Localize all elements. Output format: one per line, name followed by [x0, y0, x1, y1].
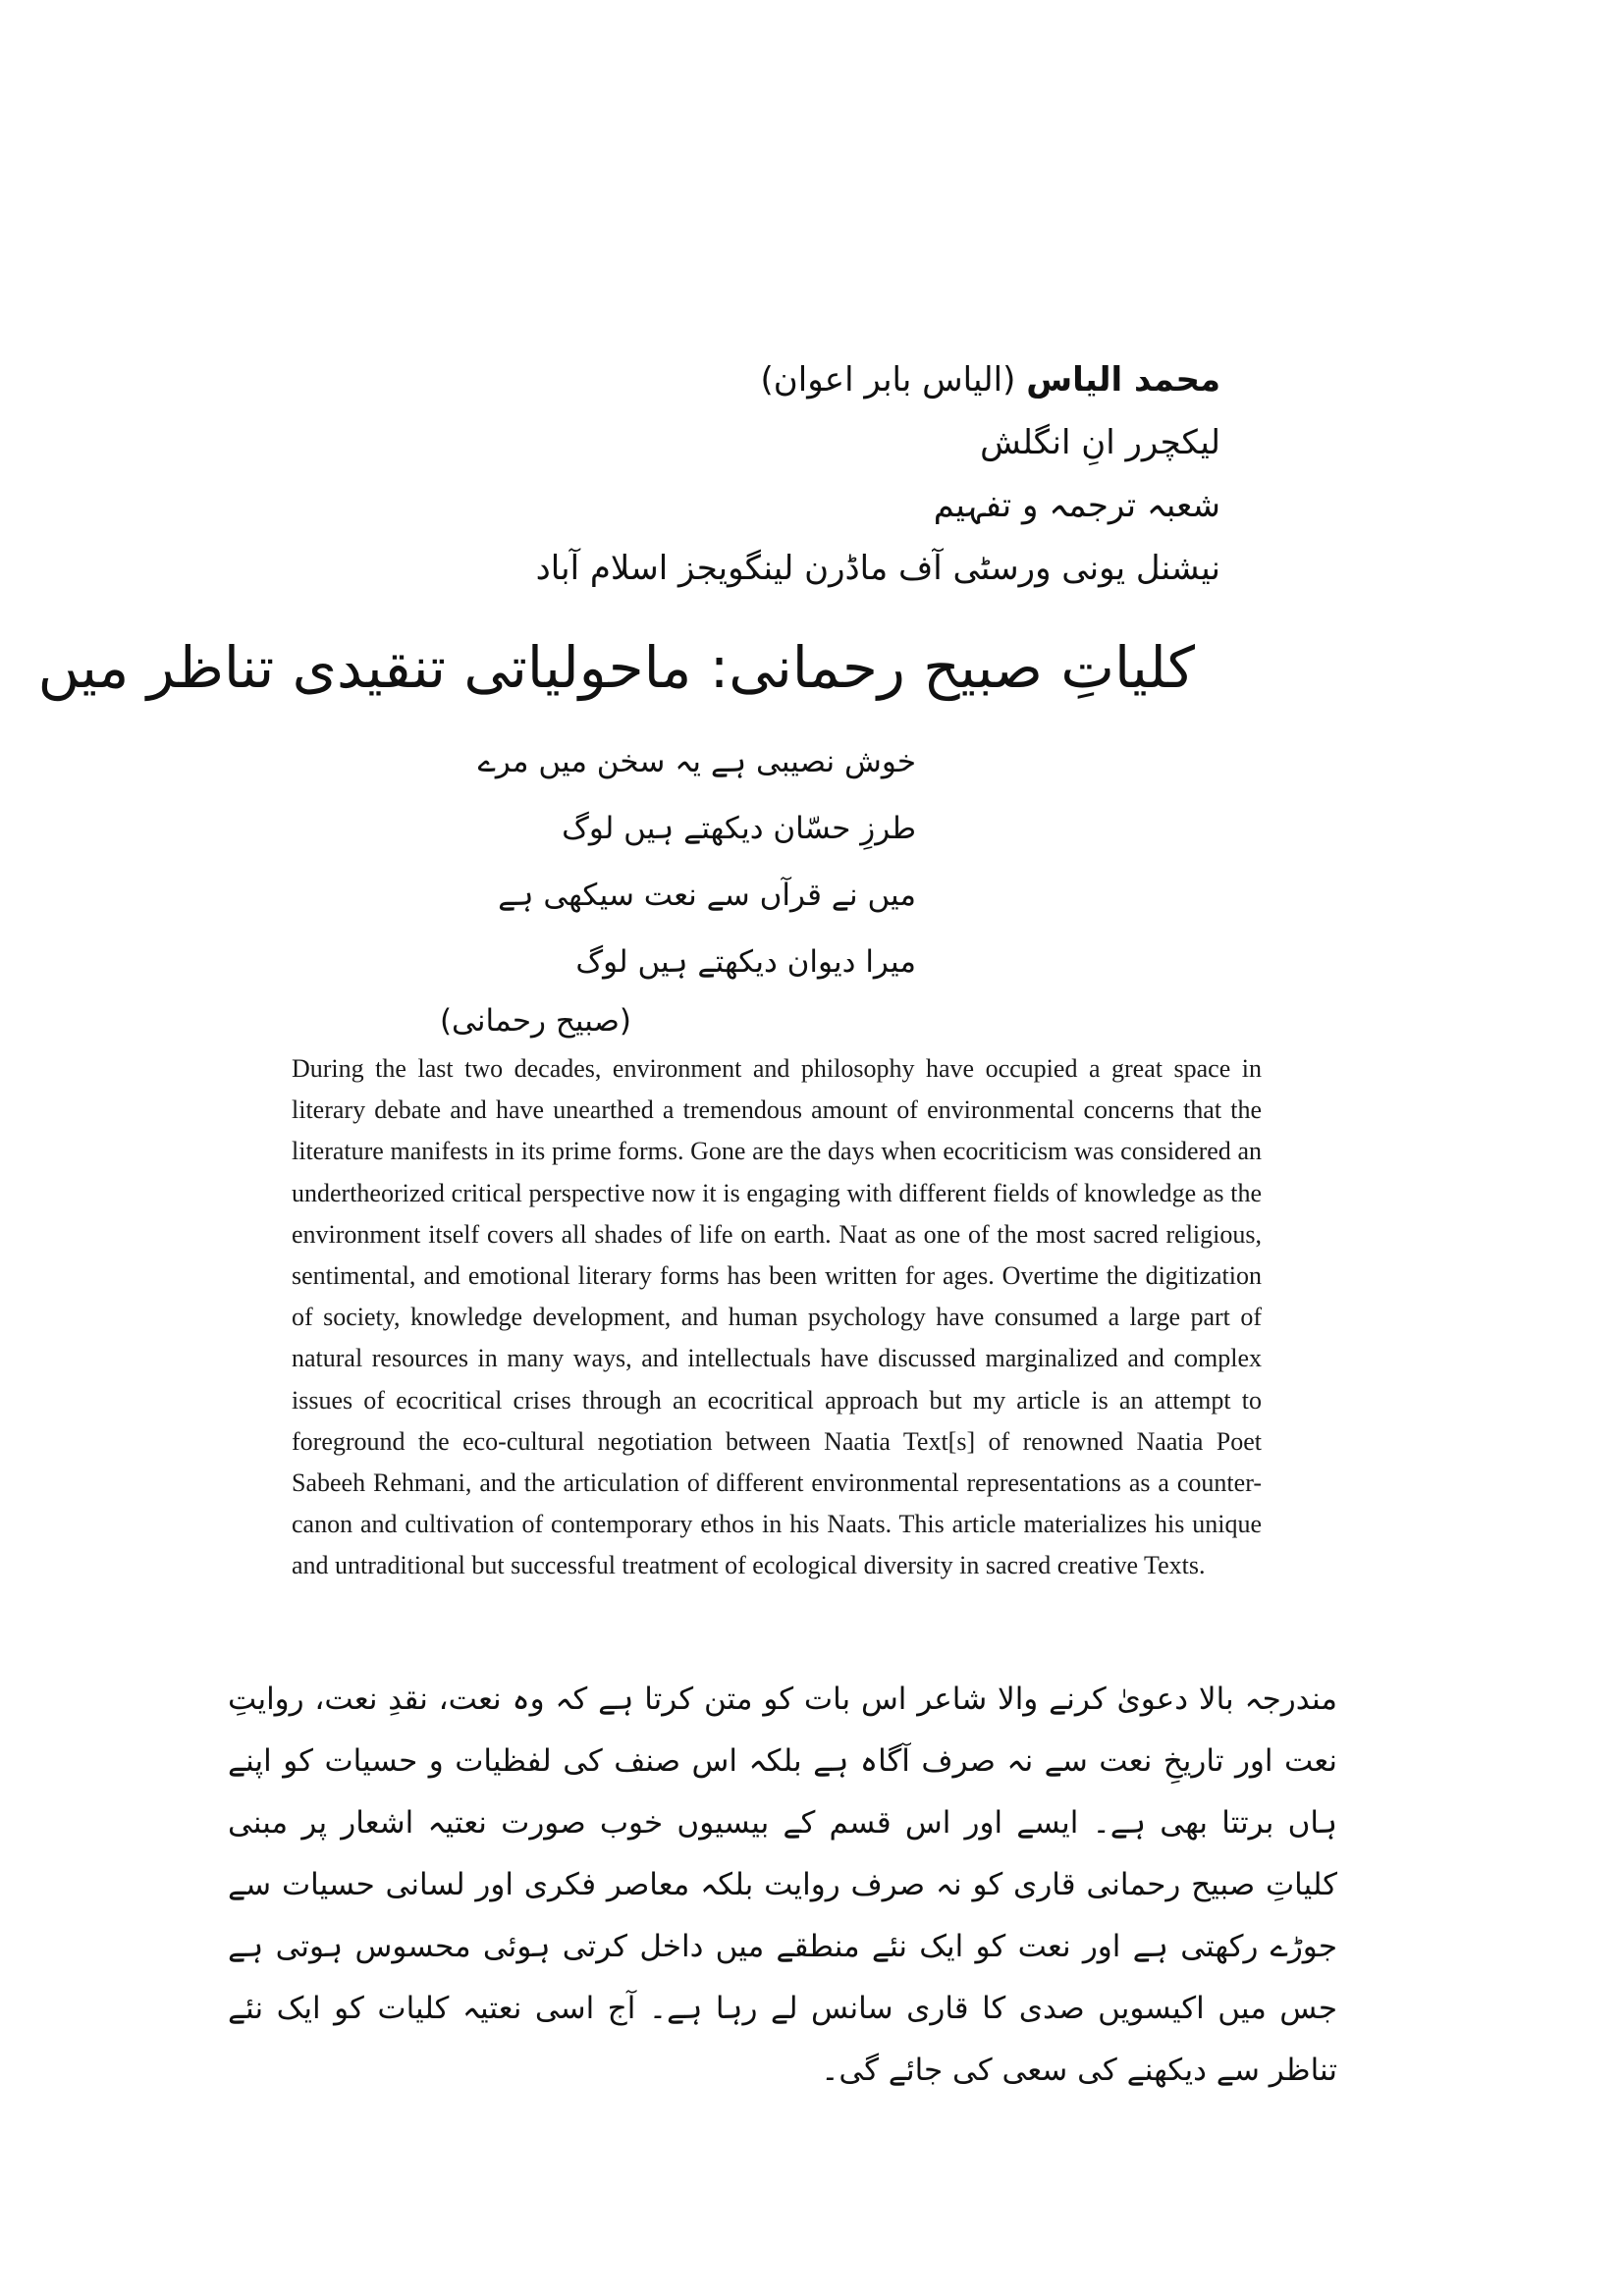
abstract-paragraph: During the last two decades, environment and philosophy have occupied a great space in literary debate and have unearthed a tremendous amount of environmental concerns that the literature manifests in its prime forms. Gone are the days when ecocriticism was considered an undertheorized critical perspective now it is engaging with different fields of knowledge as the environment itself covers all shades of life on earth. Naat as one of the most sacred religious, sentimental, and emotional literary forms has been written for ages. Overtime the digitization of society, knowledge development, and human psychology have consumed a large part of natural resources in many ways, and intellectuals have discussed marginalized and complex issues of ecocritical crises through an ecocritical approach but my article is an attempt to foreground the eco-cultural negotiation between Naatia Text[s] of renowned Naatia Poet Sabeeh Rehmani, and the articulation of different environmental representations as a counter-canon and cultivation of contemporary ethos in his Naats. This article materializes his unique and untraditional but successful treatment of ecological diversity in sacred creative Texts.	[292, 1054, 1262, 1580]
verse-line: میں نے قرآں سے نعت سیکھی ہے	[498, 878, 916, 913]
author-institution: نیشنل یونی ورسٹی آف ماڈرن لینگویجز اسلام آباد	[535, 549, 1220, 588]
verse-line: طرزِ حسّان دیکھتے ہیں لوگ	[562, 811, 916, 846]
author-alias: (الیاس بابر اعوان)	[760, 360, 1016, 400]
author-designation: لیکچرر انِ انگلش	[980, 423, 1220, 462]
author-name: محمد الیاس	[1026, 360, 1220, 400]
author-department: شعبہ ترجمہ و تفہیم	[933, 486, 1220, 525]
verse-line: خوش نصیبی ہے یہ سخن میں مرے	[477, 744, 916, 779]
verse-line: میرا دیوان دیکھتے ہیں لوگ	[575, 944, 916, 980]
epigraph-verses	[366, 738, 916, 1005]
article-title: کلیاتِ صبیح رحمانی: ماحولیاتی تنقیدی تناظر میں	[37, 634, 1195, 701]
verse-attribution: (صبیح رحمانی)	[439, 1003, 631, 1039]
author-name-line	[474, 355, 1220, 404]
author-block	[474, 355, 1220, 607]
body-paragraph: مندرجہ بالا دعویٰ کرنے والا شاعر اس بات کو متن کرتا ہے کہ وہ نعت، نقدِ نعت، روایتِ نعت اور تاریخِ نعت سے نہ صرف آگاہ ہے بلکہ اس صنف کی لفظیات و حسیات کو اپنے ہاں برتتا بھی ہے۔ ایسے اور اس قسم کے بیسیوں خوب صورت نعتیہ اشعار پر مبنی کلیاتِ صبیح رحمانی قاری کو نہ صرف روایت بلکہ معاصر فکری اور لسانی حسیات سے جوڑے رکھتی ہے اور نعت کو ایک نئے منطقے میں داخل کرتی ہوئی محسوس ہوتی ہے جس میں اکیسویں صدی کا قاری سانس لے رہا ہے۔ آج اسی نعتیہ کلیات کو ایک نئے تناظر سے دیکھنے کی سعی کی جائے گی۔	[228, 1682, 1337, 2088]
